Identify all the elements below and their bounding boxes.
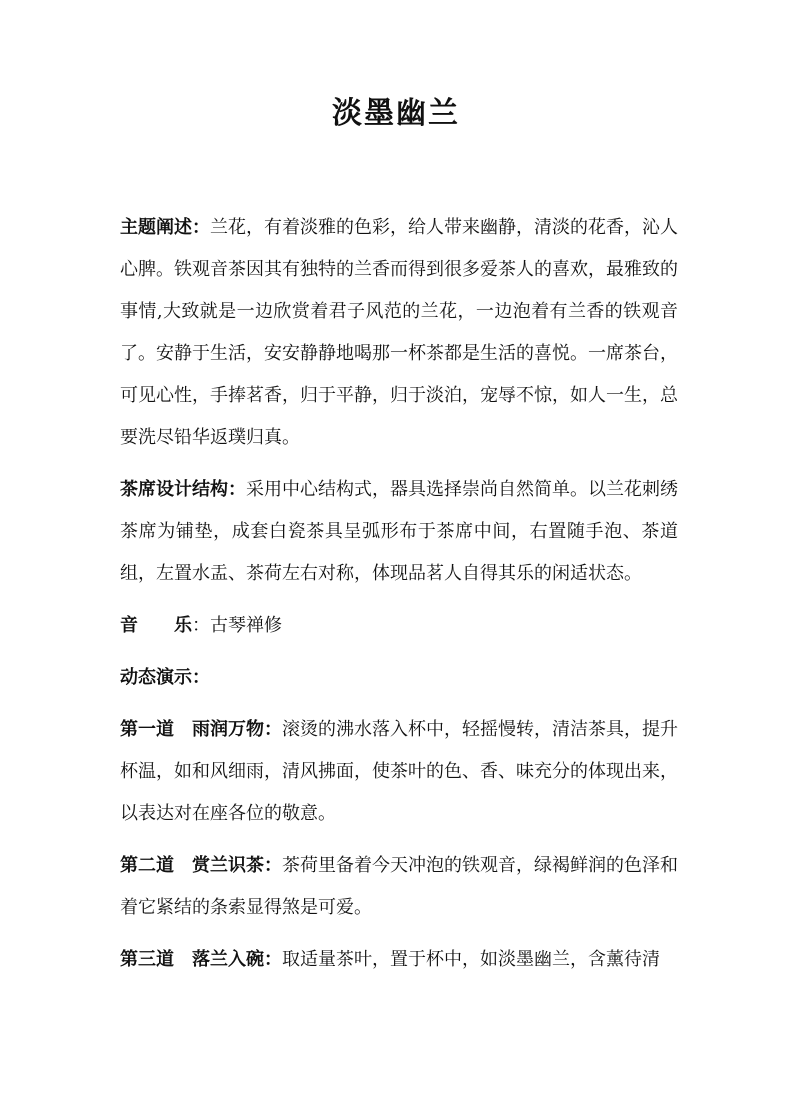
step-two-label: 第二道 赏兰识茶：	[120, 855, 282, 876]
theme-text: 兰花，有着淡雅的色彩，给人带来幽静，清淡的花香，沁人心脾。铁观音茶因其有独特的兰香而得到很多爱茶人的喜欢，最雅致的事情,大致就是一边欣赏着君子风范的兰花，一边泡着有兰香的铁观音了。安静于生活，安安静静地喝那一杯茶都是生活的喜悦。一席茶台，可见心性，手捧茗香，归于平静，归于淡泊，宠辱不惊，如人一生，总要洗尽铅华返璞归真。	[120, 217, 678, 448]
theme-paragraph	[120, 207, 678, 459]
step-three-text: 取适量茶叶，置于杯中，如淡墨幽兰，含薰待清	[282, 949, 660, 970]
demo-heading-label: 动态演示：	[120, 667, 210, 688]
step-one-paragraph	[120, 709, 678, 835]
step-two-text: 茶荷里备着今天冲泡的铁观音，绿褐鲜润的色泽和着它紧结的条索显得煞是可爱。	[120, 855, 678, 918]
structure-paragraph	[120, 469, 678, 595]
music-label: 音 乐	[120, 615, 192, 636]
structure-label: 茶席设计结构：	[120, 479, 246, 500]
step-one-label: 第一道 雨润万物：	[120, 719, 282, 740]
music-paragraph	[120, 605, 678, 647]
theme-label: 主题阐述：	[120, 217, 210, 238]
step-two-paragraph	[120, 845, 678, 929]
structure-text: 采用中心结构式，器具选择崇尚自然简单。以兰花刺绣茶席为铺垫，成套白瓷茶具呈弧形布于茶席中间，右置随手泡、茶道组，左置水盂、茶荷左右对称，体现品茗人自得其乐的闲适状态。	[120, 479, 678, 584]
music-text: ：古琴禅修	[192, 615, 282, 636]
step-one-text: 滚烫的沸水落入杯中，轻摇慢转，清洁茶具，提升杯温，如和风细雨，清风拂面，使茶叶的色、香、味充分的体现出来，以表达对在座各位的敬意。	[120, 719, 678, 824]
document-body	[120, 207, 678, 991]
step-three-paragraph	[120, 939, 678, 981]
demo-heading-paragraph	[120, 657, 678, 699]
document-title: 淡墨幽兰	[332, 96, 460, 131]
step-three-label: 第三道 落兰入碗：	[120, 949, 282, 970]
